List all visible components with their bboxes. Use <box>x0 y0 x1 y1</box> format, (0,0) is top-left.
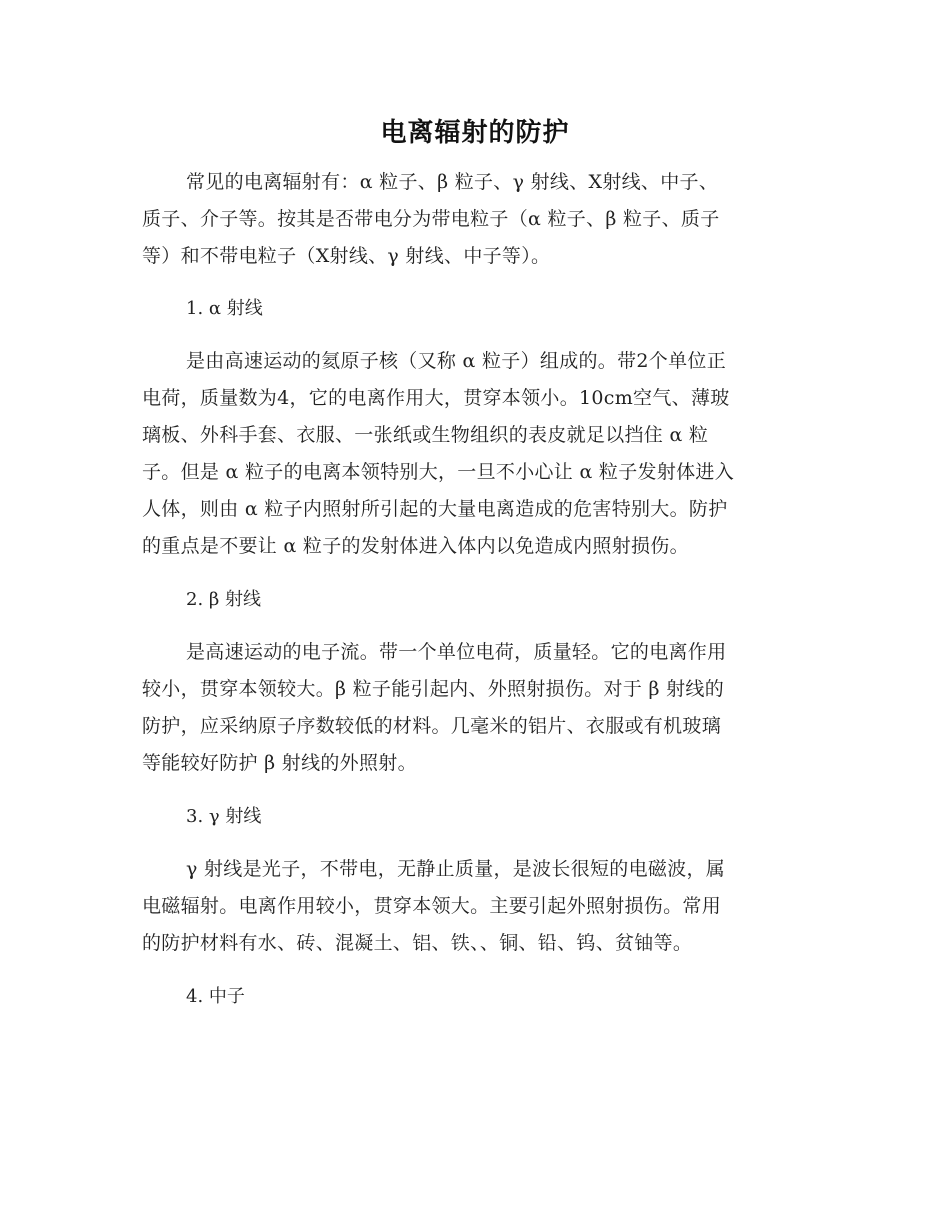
paragraph-line: 质子、介子等。按其是否带电分为带电粒子（α 粒子、β 粒子、质子 <box>142 208 720 230</box>
paragraph-line: 是高速运动的电子流。带一个单位电荷，质量轻。它的电离作用 <box>186 641 727 663</box>
paragraph-line: 是由高速运动的氦原子核（又称 α 粒子）组成的。带2个单位正 <box>186 350 726 372</box>
section-heading-neutron: 4. 中子 <box>186 986 245 1007</box>
paragraph-line: 常见的电离辐射有：α 粒子、β 粒子、γ 射线、X射线、中子、 <box>186 171 719 193</box>
page-title: 电离辐射的防护 <box>380 118 570 148</box>
paragraph-line: 人体，则由 α 粒子内照射所引起的大量电离造成的危害特别大。防护 <box>142 498 728 520</box>
section-paragraph-alpha <box>142 343 810 565</box>
paragraph-line: 等能较好防护 β 射线的外照射。 <box>142 752 417 774</box>
intro-paragraph <box>142 164 810 275</box>
section-paragraph-beta <box>142 634 810 782</box>
paragraph-line: γ 射线是光子，不带电，无静止质量，是波长很短的电磁波，属 <box>186 858 726 880</box>
section-heading-gamma: 3. γ 射线 <box>186 806 262 827</box>
paragraph-line: 子。但是 α 粒子的电离本领特别大，一旦不小心让 α 粒子发射体进入 <box>142 461 735 483</box>
paragraph-line: 的重点是不要让 α 粒子的发射体进入体内以免造成内照射损伤。 <box>142 535 689 557</box>
section-heading-beta: 2. β 射线 <box>186 589 262 610</box>
paragraph-line: 等）和不带电粒子（X射线、γ 射线、中子等）。 <box>142 245 551 267</box>
paragraph-line: 的防护材料有水、砖、混凝土、铝、铁、、铜、铅、钨、贫铀等。 <box>142 932 693 954</box>
paragraph-line: 较小，贯穿本领较大。β 粒子能引起内、外照射损伤。对于 β 射线的 <box>142 678 724 700</box>
paragraph-line: 璃板、外科手套、衣服、一张纸或生物组织的表皮就足以挡住 α 粒 <box>142 424 709 446</box>
paragraph-line: 电荷，质量数为4，它的电离作用大，贯穿本领小。10cm空气、薄玻 <box>142 387 730 409</box>
paragraph-line: 防护，应采纳原子序数较低的材料。几毫米的铝片、衣服或有机玻璃 <box>142 715 722 737</box>
section-paragraph-gamma <box>142 851 810 962</box>
paragraph-line: 电磁辐射。电离作用较小，贯穿本领大。主要引起外照射损伤。常用 <box>142 895 722 917</box>
section-heading-alpha: 1. α 射线 <box>186 298 263 319</box>
